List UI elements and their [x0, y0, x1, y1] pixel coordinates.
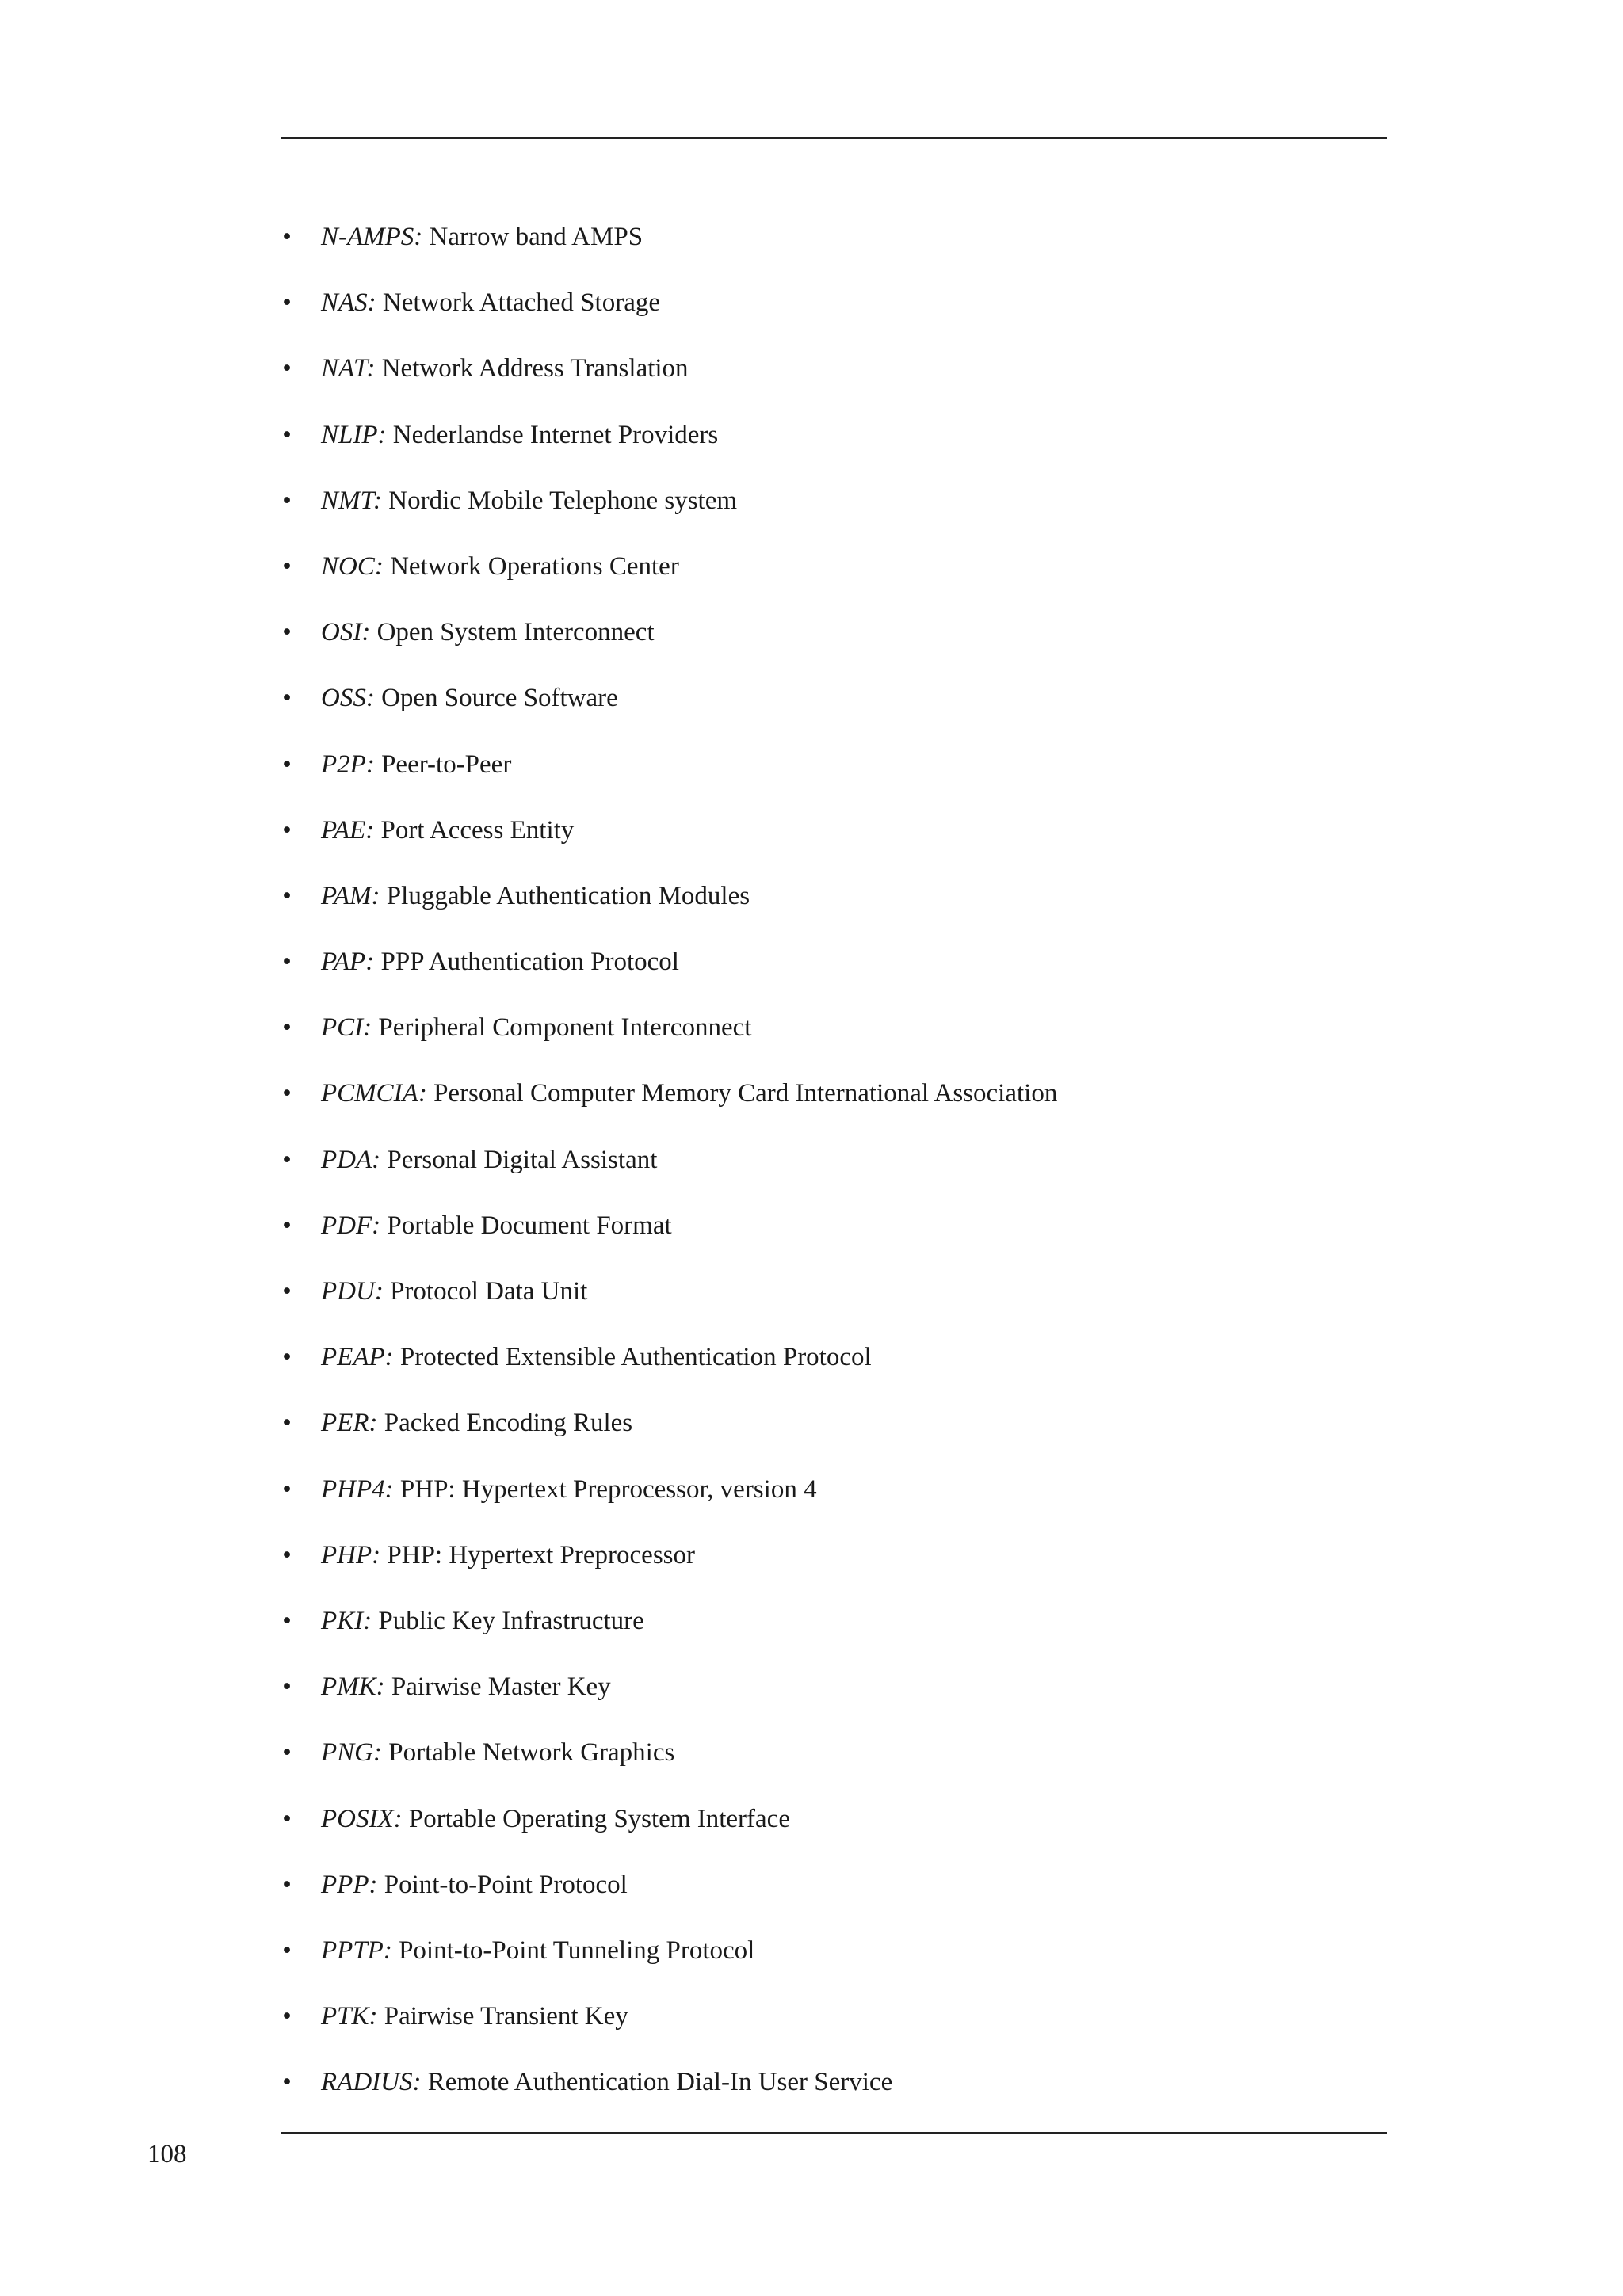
abbreviation-definition: PHP: Hypertext Preprocessor — [380, 1540, 695, 1569]
abbreviation-term: PDF: — [321, 1211, 381, 1240]
entry-text — [321, 1325, 872, 1390]
entry-text — [321, 1523, 695, 1589]
bullet-icon: • — [282, 1738, 292, 1768]
bullet-icon: • — [282, 1013, 292, 1043]
list-item — [0, 1918, 1623, 1984]
entry-text — [321, 864, 750, 929]
bullet-icon: • — [282, 551, 292, 581]
bullet-icon: • — [282, 1936, 292, 1965]
entry-text — [321, 1654, 611, 1720]
list-item — [0, 600, 1623, 666]
abbreviation-definition: Portable Operating System Interface — [402, 1804, 790, 1833]
bullet-icon: • — [282, 1343, 292, 1372]
abbreviation-term: PPTP: — [321, 1936, 392, 1965]
bullet-icon: • — [282, 1804, 292, 1833]
bullet-icon: • — [282, 1211, 292, 1240]
abbreviation-term: NAS: — [321, 288, 376, 318]
abbreviation-definition: Open Source Software — [374, 684, 618, 713]
list-item — [0, 798, 1623, 864]
header-rule — [281, 137, 1387, 139]
abbreviation-definition: Peripheral Component Interconnect — [372, 1013, 752, 1043]
bullet-icon: • — [282, 618, 292, 647]
entry-text — [321, 534, 679, 600]
abbreviation-term: PAE: — [321, 815, 375, 845]
abbreviation-definition: Nordic Mobile Telephone system — [382, 486, 738, 515]
bullet-icon: • — [282, 354, 292, 383]
abbreviation-term: PTK: — [321, 2002, 378, 2031]
entry-text — [321, 1457, 817, 1523]
abbreviation-term: NMT: — [321, 486, 383, 515]
abbreviation-definition: Pairwise Master Key — [384, 1672, 611, 1702]
entry-text — [321, 270, 660, 336]
entry-text — [321, 1589, 644, 1654]
list-item — [0, 534, 1623, 600]
list-item — [0, 929, 1623, 995]
footer-rule — [281, 2132, 1387, 2134]
list-item — [0, 1720, 1623, 1786]
list-item — [0, 1457, 1623, 1523]
bullet-icon: • — [282, 1474, 292, 1504]
list-item — [0, 666, 1623, 731]
abbreviation-term: PEAP: — [321, 1343, 394, 1372]
list-item — [0, 1589, 1623, 1654]
abbreviation-definition: PHP: Hypertext Preprocessor, version 4 — [393, 1474, 817, 1504]
abbreviation-definition: Portable Document Format — [380, 1211, 672, 1240]
list-item — [0, 1852, 1623, 1918]
entry-text — [321, 336, 689, 402]
abbreviation-term: NAT: — [321, 354, 376, 383]
abbreviation-term: PHP4: — [321, 1474, 394, 1504]
list-item — [0, 1259, 1623, 1325]
bullet-icon: • — [282, 684, 292, 713]
abbreviation-definition: PPP Authentication Protocol — [374, 948, 679, 977]
entry-text — [321, 798, 574, 864]
abbreviation-definition: Protected Extensible Authentication Protocol — [393, 1343, 872, 1372]
entry-text — [321, 995, 751, 1061]
abbreviation-definition: Network Address Translation — [375, 354, 689, 383]
abbreviation-term: PDU: — [321, 1277, 384, 1306]
entry-text — [321, 1259, 587, 1325]
list-item — [0, 336, 1623, 402]
bullet-icon: • — [282, 1145, 292, 1174]
abbreviation-definition: Nederlandse Internet Providers — [386, 420, 719, 449]
abbreviation-definition: Remote Authentication Dial-In User Service — [421, 2068, 893, 2097]
abbreviation-definition: Personal Digital Assistant — [380, 1145, 658, 1174]
abbreviation-definition: Open System Interconnect — [370, 618, 655, 647]
abbreviation-term: PNG: — [321, 1738, 382, 1768]
abbreviation-term: NOC: — [321, 551, 384, 581]
bullet-icon: • — [282, 815, 292, 845]
bullet-icon: • — [282, 288, 292, 318]
abbreviation-definition: Portable Network Graphics — [382, 1738, 675, 1768]
list-item — [0, 204, 1623, 270]
abbreviation-definition: Network Operations Center — [383, 551, 679, 581]
abbreviation-term: POSIX: — [321, 1804, 403, 1833]
abbreviation-term: PKI: — [321, 1606, 372, 1635]
list-item — [0, 732, 1623, 798]
abbreviation-definition: Point-to-Point Tunneling Protocol — [391, 1936, 755, 1965]
list-item — [0, 402, 1623, 468]
list-item — [0, 1787, 1623, 1852]
abbreviation-definition: Pluggable Authentication Modules — [380, 881, 750, 910]
bullet-icon: • — [282, 1606, 292, 1635]
entry-text — [321, 732, 511, 798]
list-item — [0, 995, 1623, 1061]
abbreviation-term: PCI: — [321, 1013, 372, 1043]
entry-text — [321, 1984, 628, 2050]
abbreviation-term: PAM: — [321, 881, 380, 910]
entry-text — [321, 1852, 628, 1918]
list-item — [0, 2050, 1623, 2115]
abbreviation-term: P2P: — [321, 749, 375, 779]
abbreviation-definition: Packed Encoding Rules — [377, 1409, 633, 1438]
list-item — [0, 468, 1623, 534]
abbreviation-term: PER: — [321, 1409, 378, 1438]
abbreviation-definition: Point-to-Point Protocol — [377, 1870, 628, 1899]
list-item — [0, 270, 1623, 336]
list-item — [0, 1193, 1623, 1259]
abbreviation-definition: Personal Computer Memory Card International Association — [426, 1079, 1058, 1108]
abbreviation-list — [0, 204, 1623, 2115]
list-item — [0, 1390, 1623, 1456]
entry-text — [321, 1193, 672, 1259]
entry-text — [321, 1787, 790, 1852]
entry-text — [321, 2050, 892, 2115]
abbreviation-definition: Peer-to-Peer — [374, 749, 512, 779]
list-item — [0, 864, 1623, 929]
abbreviation-definition: Network Attached Storage — [376, 288, 660, 318]
list-item — [0, 1654, 1623, 1720]
bullet-icon: • — [282, 1870, 292, 1899]
abbreviation-term: PAP: — [321, 948, 375, 977]
bullet-icon: • — [282, 2002, 292, 2031]
entry-text — [321, 1918, 754, 1984]
bullet-icon: • — [282, 223, 292, 251]
entry-text — [321, 1061, 1057, 1127]
entry-text — [321, 468, 737, 534]
abbreviation-term: N-AMPS: — [321, 223, 423, 251]
entry-text — [321, 402, 718, 468]
abbreviation-term: PDA: — [321, 1145, 381, 1174]
entry-text — [321, 929, 679, 995]
abbreviation-definition: Narrow band AMPS — [422, 223, 643, 251]
abbreviation-term: PPP: — [321, 1870, 378, 1899]
entry-text — [321, 1720, 674, 1786]
entry-text — [321, 666, 618, 731]
entry-text — [321, 1390, 632, 1456]
page-number: 108 — [147, 2140, 187, 2168]
list-item — [0, 1061, 1623, 1127]
bullet-icon: • — [282, 1409, 292, 1438]
bullet-icon: • — [282, 881, 292, 910]
abbreviation-term: RADIUS: — [321, 2068, 422, 2097]
bullet-icon: • — [282, 1672, 292, 1702]
abbreviation-term: NLIP: — [321, 420, 387, 449]
list-item — [0, 1127, 1623, 1193]
entry-text — [321, 1127, 657, 1193]
abbreviation-definition: Protocol Data Unit — [383, 1277, 588, 1306]
bullet-icon: • — [282, 2068, 292, 2097]
bullet-icon: • — [282, 1277, 292, 1306]
abbreviation-definition: Pairwise Transient Key — [377, 2002, 628, 2031]
bullet-icon: • — [282, 1540, 292, 1569]
abbreviation-term: PHP: — [321, 1540, 381, 1569]
entry-text — [321, 204, 643, 270]
abbreviation-definition: Public Key Infrastructure — [372, 1606, 644, 1635]
list-item — [0, 1523, 1623, 1589]
entry-text — [321, 600, 655, 666]
abbreviation-term: OSI: — [321, 618, 371, 647]
bullet-icon: • — [282, 948, 292, 977]
bullet-icon: • — [282, 420, 292, 449]
abbreviation-term: PCMCIA: — [321, 1079, 427, 1108]
list-item — [0, 1325, 1623, 1390]
abbreviation-term: OSS: — [321, 684, 375, 713]
list-item — [0, 1984, 1623, 2050]
bullet-icon: • — [282, 749, 292, 779]
abbreviation-term: PMK: — [321, 1672, 385, 1702]
bullet-icon: • — [282, 486, 292, 515]
abbreviation-definition: Port Access Entity — [374, 815, 575, 845]
bullet-icon: • — [282, 1079, 292, 1108]
